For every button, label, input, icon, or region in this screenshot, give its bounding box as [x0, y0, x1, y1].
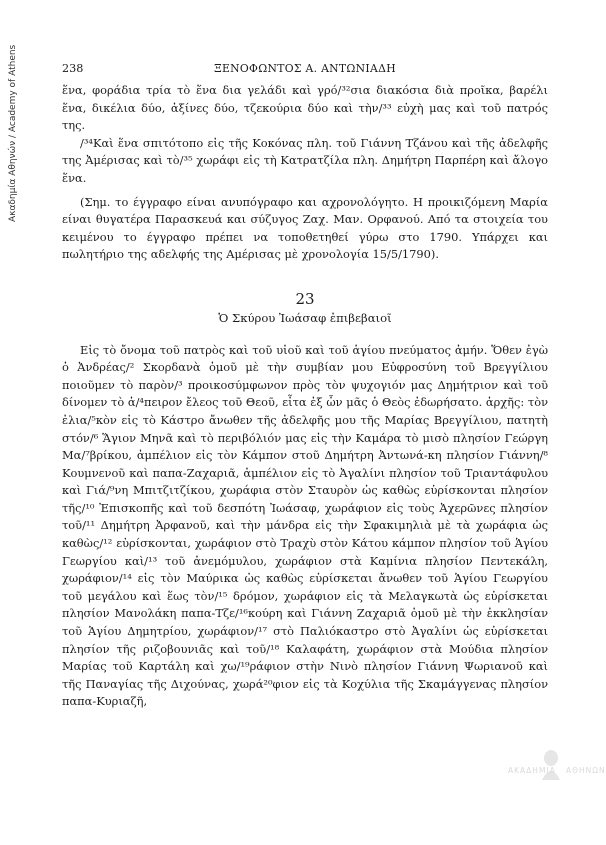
seal-icon [536, 748, 566, 782]
page-number: 238 [62, 62, 84, 75]
page-header [62, 60, 548, 82]
document-number: 23 [295, 289, 315, 308]
paragraph: /³⁴Καὶ ἕνα σπιτότοπο εἰς τῆς Κοκόνας πλη. τοῦ Γιάννη Τζάνου καὶ τῆς ἀδελφῆς της Ἀμέρισας καὶ τὸ/³⁵ χωράφι εἰς τὴ Κατρατζίλα πλη. Δημήτρη Παρπέρη καὶ ἄλογο ἕνα. [62, 135, 548, 185]
page-content [62, 60, 548, 711]
running-head: ΞΕΝΟΦΩΝΤΟΣ Α. ΑΝΤΩΝΙΑΔΗ [214, 62, 396, 75]
academy-watermark [500, 748, 606, 788]
watermark-text-right: ΑΘΗΝΩΝ [566, 766, 606, 775]
editorial-note: (Σημ. το έγγραφο είναι ανυπόγραφο και αχρονολόγητο. Η προικιζόμενη Μαρία είναι θυγατέρα Παρασκευά και σύζυγος Ζαχ. Μαν. Ορφανού. Από τα στοιχεία του κειμένου το έγγραφο πρέπει να τοποθετηθεί γύρω στο 1790. Υπάρχει και πωλητήριο της αδελφής της Αμέρισας μὲ χρονολογία 15/5/1790). [62, 194, 548, 262]
archive-side-label: Ακαδημία Αθηνών / Academy of Athens [8, 44, 18, 222]
document-title: Ὁ Σκύρου Ἰωάσαφ ἐπιβεβαιοῖ [218, 310, 392, 325]
watermark-text-left: ΑΚΑΔΗΜΙΑ [508, 766, 556, 775]
paragraph: ἕνα, φοράδια τρία τὸ ἕνα δια γελάδι καὶ γρό/³²σια διακόσια διὰ προῖκα, βαρέλι ἕνα, δικέλια δύο, ἀξίνες δύο, τζεκούρια δύο καὶ τὴν/³³ εὐχὴ μας καὶ τοῦ πατρός της. [62, 83, 548, 133]
document-body: Εἰς τὸ ὄνομα τοῦ πατρὸς καὶ τοῦ υἱοῦ καὶ τοῦ ἁγίου πνεύματος ἀμήν. Ὅθεν ἐγὼ ὁ Ἀνδρέας/² Σκορδανὰ ὁμοῦ μὲ τὴν συμβίαν μου Εὐφροσύνη τοῦ Βρεγγίλιου ποιοῦμεν τὸ παρὸν/³ προικοσύμφωνον πρὸς τὸν ψυχογιόν μας Δημήτριον καὶ τοῦ δίνομεν τὸ ἀ/⁴πειρον ἔλεος τοῦ Θεοῦ, εἶτα ἐξ ὧν μᾶς ὁ Θεὸς ἐδωρήσατο. ἀρχῆς: τὸν ἐλια/⁵κὸν εἰς τὸ Κάστρο ἄνωθεν τῆς ἀδελφῆς μου τῆς Μαρίας Βρεγγίλιου, πατητὴ στόν/⁶ Ἅγιον Μηνᾶ καὶ τὸ περιβόλιόν μας εἰς τὴν Καμάρα τὸ μισὸ πλησίον Γεώργη Μα/⁷βρίκου, ἀμπέλιον εἰς τὸν Κάμπον στοῦ Δημήτρη Ἀντωνά-κη πλησίον Γιάννη/⁸ Κουμνενοῦ καὶ παπα-Ζαχαριᾶ, ἀμπέλιον εἰς τὸ Ἀγαλίνι πλησίον τοῦ Τριαντάφυλου καὶ Γιά/⁹νη Μπιτζιτζίκου, χωράφια στὸν Σταυρὸν ὡς καθὼς εὑρίσκονται πλησίον τῆς/¹⁰ Ἐπισκοπῆς καὶ τοῦ δεσπότη Ἰωάσαφ, χωράφιον εἰς τοὺς Ἀχερῶνες πλησίον τοῦ/¹¹ Δημήτρη Ἀρφανοῦ, καὶ τὴν μάνδρα εἰς τὴν Σφακιμηλιὰ μὲ τὰ χωράφια ὡς καθὼς/¹² εὑρίσκονται, χωράφιον στὸ Τραχὺ στὸν Κάτου κάμπον πλησίον τοῦ Ἁγίου Γεωργίου καὶ/¹³ τοῦ ἀνεμόμυλου, χωράφιον στὰ Καμίνια πλησίον Πεντεκάλη, χωράφιον/¹⁴ εἰς τὸν Μαύρικα ὡς καθὼς εὑρίσκεται ἄνωθεν τοῦ Ἁγίου Γεωργίου τοῦ μεγάλου καὶ ἕως τὸν/¹⁵ δρόμον, χωράφιον εἰς τὰ Μελαγκωτὰ ὡς εὑρίσκεται πλησίον Μανολάκη παπα-Τζε/¹⁶κούρη καὶ Γιάννη Ζαχαριᾶ ὁμοῦ μὲ τὴν ἐκκλησίαν τοῦ Ἁγίου Δημητρίου, χωράφιον/¹⁷ στὸ Παλιόκαστρο στὸ Ἀγαλίνι ὡς εὑρίσκεται πλησίον τῆς ριζοβουνιᾶς καὶ τοῦ/¹⁸ Καλαφάτη, χωράφιον στὰ Μούδια πλησίον Μαρίας τοῦ Καρτάλη καὶ χω/¹⁹ράφιον στὴν Νινὸ πλησίον Γιάννη Ψωριανοῦ καὶ τῆς Παναγίας τῆς Διχούνας, χωρά²⁰φιον εἰς τὰ Κοχύλια τῆς Σκαμάγγενας πλησίον παπα-Κυριαζῆ, [62, 342, 548, 709]
